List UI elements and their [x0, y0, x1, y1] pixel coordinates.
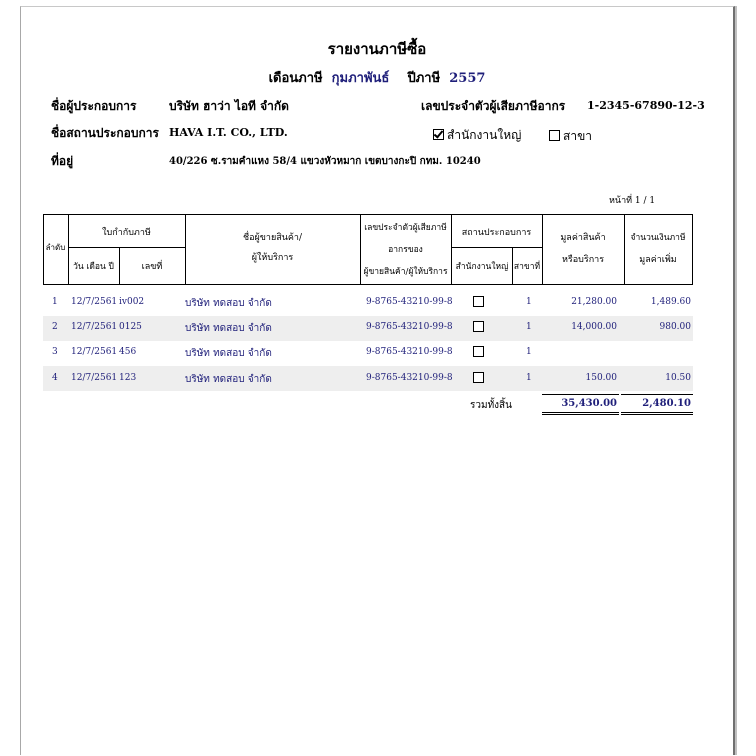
- branch-option[interactable]: [549, 125, 592, 146]
- row1-date: 12/7/2561: [71, 297, 118, 307]
- year-label: ปีภาษี: [407, 71, 441, 86]
- row2-vat: 980.00: [659, 322, 691, 332]
- head-office-option[interactable]: [433, 124, 521, 145]
- row3-date: 12/7/2561: [71, 347, 118, 357]
- row3-head-office-checkbox[interactable]: [473, 346, 484, 357]
- row3-seller: บริษัท ทดสอบ จำกัด: [185, 348, 272, 359]
- taxid-value: 1-2345-67890-12-3: [587, 99, 705, 112]
- row1-value: 21,280.00: [571, 297, 617, 307]
- establishment-value: HAVA I.T. CO., LTD.: [169, 126, 288, 139]
- header-value-1: มูลค่าสินค้า: [560, 233, 606, 243]
- report-page: [20, 6, 735, 755]
- row1-number: iv002: [119, 297, 145, 307]
- header-taxid-2: อากรของ: [388, 245, 423, 255]
- header-vat-2: มูลค่าเพิ่ม: [639, 255, 677, 265]
- row4-date: 12/7/2561: [71, 373, 118, 383]
- header-taxid-1: เลขประจำตัวผู้เสียภาษี: [364, 223, 447, 233]
- page-number: หน้าที่ 1 / 1: [609, 196, 656, 206]
- row1-head-office-checkbox[interactable]: [473, 296, 484, 307]
- year-value: 2557: [449, 71, 486, 86]
- row3-seq: 3: [52, 347, 58, 357]
- row4-branch: 1: [526, 373, 532, 383]
- row2-seller: บริษัท ทดสอบ จำกัด: [185, 323, 272, 334]
- operator-value: บริษัท ฮาว่า ไอที จำกัด: [169, 99, 289, 113]
- header-number: เลขที่: [141, 262, 163, 272]
- report-title: รายงานภาษีซื้อ: [327, 40, 427, 58]
- row1-vat: 1,489.60: [650, 297, 691, 307]
- header-vat-1: จำนวนเงินภาษี: [630, 233, 686, 243]
- tax-period-line: [21, 67, 733, 88]
- header-invoice: ใบกำกับภาษี: [102, 228, 151, 238]
- header-seller-1: ชื่อผู้ขายสินค้า/: [242, 233, 303, 243]
- taxid-label: เลขประจำตัวผู้เสียภาษีอากร: [421, 99, 566, 113]
- row4-number: 123: [119, 373, 137, 383]
- header-seller-2: ผู้ให้บริการ: [251, 253, 294, 263]
- row4-head-office-checkbox[interactable]: [473, 372, 484, 383]
- row2-seq: 2: [52, 322, 58, 332]
- row2-branch: 1: [526, 322, 532, 332]
- operator-label: ชื่อผู้ประกอบการ: [51, 99, 137, 113]
- row4-taxid: 9-8765-43210-99-8: [366, 373, 453, 383]
- total-vat: 2,480.10: [642, 398, 691, 409]
- header-establishment: สถานประกอบการ: [461, 228, 532, 238]
- row3-number: 456: [119, 347, 137, 357]
- row3-taxid: 9-8765-43210-99-8: [366, 347, 453, 357]
- row2-value: 14,000.00: [571, 322, 617, 332]
- month-value: กุมภาพันธ์: [331, 71, 390, 86]
- branch-checkbox[interactable]: [549, 130, 560, 141]
- row1-taxid: 9-8765-43210-99-8: [366, 297, 453, 307]
- address-value: 40/226 ซ.รามคำแหง 58/4 แขวงหัวหมาก เขตบางกะปิ กทม. 10240: [169, 156, 481, 167]
- row2-taxid: 9-8765-43210-99-8: [366, 322, 453, 332]
- header-date: วัน เดือน ปี: [73, 262, 114, 272]
- row4-vat: 10.50: [665, 373, 691, 383]
- row1-seq: 1: [52, 297, 58, 307]
- head-office-label: สำนักงานใหญ่: [447, 128, 522, 142]
- row1-seller: บริษัท ทดสอบ จำกัด: [185, 298, 272, 309]
- row2-head-office-checkbox[interactable]: [473, 321, 484, 332]
- header-value-2: หรือบริการ: [561, 255, 605, 265]
- header-branch: สาขาที่: [513, 262, 541, 272]
- head-office-checkbox[interactable]: [433, 129, 444, 140]
- total-label: รวมทั้งสิ้น: [470, 400, 512, 411]
- row2-date: 12/7/2561: [71, 322, 118, 332]
- header-seq: ลำดับ: [45, 243, 66, 252]
- header-taxid-3: ผู้ขายสินค้า/ผู้ให้บริการ: [363, 267, 448, 277]
- establishment-label: ชื่อสถานประกอบการ: [51, 126, 159, 140]
- row4-seller: บริษัท ทดสอบ จำกัด: [185, 374, 272, 385]
- row3-branch: 1: [526, 347, 532, 357]
- row1-branch: 1: [526, 297, 532, 307]
- header-head-office: สำนักงานใหญ่: [455, 262, 509, 272]
- branch-label: สาขา: [563, 129, 593, 143]
- address-label: ที่อยู่: [51, 154, 74, 168]
- row2-number: 0125: [119, 322, 142, 332]
- total-value: 35,430.00: [561, 398, 617, 409]
- month-label: เดือนภาษี: [268, 71, 323, 86]
- row4-seq: 4: [52, 373, 58, 383]
- row4-value: 150.00: [585, 373, 617, 383]
